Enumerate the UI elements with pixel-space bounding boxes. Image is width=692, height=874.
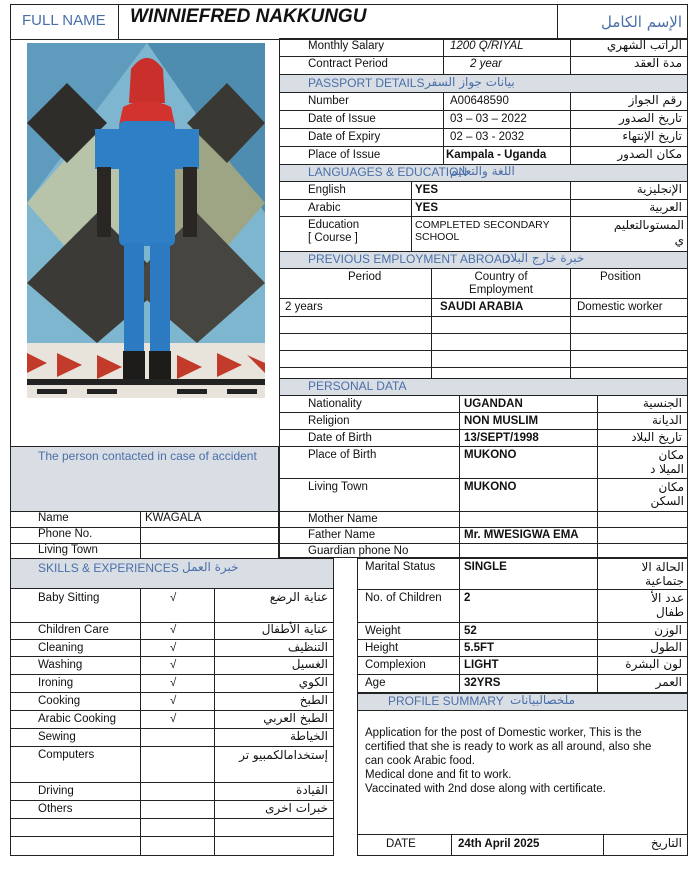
religion-arabic: الديانة: [651, 413, 682, 427]
marital-value: SINGLE: [464, 561, 507, 573]
full-name-arabic: الإسم الكامل: [600, 13, 682, 31]
skill-label: Others: [38, 803, 73, 815]
arabic-label: Arabic: [308, 202, 341, 214]
passport-expiry-label: Date of Expiry: [308, 131, 381, 143]
skill-label: Washing: [38, 659, 83, 671]
employment-position-value: Domestic worker: [577, 301, 663, 313]
skill-check: √: [170, 642, 177, 654]
profile-heading: PROFILE SUMMARY: [388, 694, 504, 708]
contact-name-value: KWAGALA: [145, 512, 202, 524]
complexion-arabic: لون البشرة: [625, 657, 682, 671]
profile-text-line: Application for the post of Domestic worker, This is the: [365, 727, 642, 739]
dob-arabic: تاريخ البلاد: [631, 430, 682, 444]
english-value: YES: [415, 184, 439, 196]
profile-text-line: Vaccinated with 2nd dose along with certificate.: [365, 783, 606, 795]
father-name-label: Father Name: [308, 529, 376, 541]
employment-country-value: SAUDI ARABIA: [440, 301, 524, 313]
pob-label: Place of Birth: [308, 449, 377, 461]
age-label: Age: [365, 677, 386, 689]
skill-arabic: خبرات اخرى: [265, 801, 328, 815]
skill-arabic: التنظيف: [287, 640, 328, 654]
contract-period-value: 2 year: [470, 58, 502, 70]
contact-town-label: Living Town: [38, 544, 98, 556]
contract-period-arabic: مدة العقد: [634, 56, 682, 70]
skill-arabic: القيادة: [296, 783, 328, 797]
skill-check: √: [170, 695, 177, 707]
marital-label: Marital Status: [365, 561, 436, 573]
skill-check: √: [170, 677, 177, 689]
religion-label: Religion: [308, 415, 350, 427]
nationality-arabic: الجنسية: [642, 396, 682, 410]
passport-number-arabic: رقم الجواز: [628, 93, 682, 107]
height-arabic: الطول: [650, 640, 682, 654]
weight-label: Weight: [365, 625, 401, 637]
profile-text-line: certified that she is ready to work as all around, also she: [365, 741, 652, 753]
height-label: Height: [365, 642, 399, 654]
weight-value: 52: [464, 625, 477, 637]
weight-arabic: الوزن: [654, 623, 682, 637]
passport-expiry-arabic: تاريخ الإنتهاء: [622, 129, 682, 143]
nationality-value: UGANDAN: [464, 398, 523, 410]
skills-heading: SKILLS & EXPERIENCES: [38, 561, 179, 575]
skill-arabic: إستخدامالكمبيو تر: [239, 748, 328, 762]
children-value: 2: [464, 592, 471, 604]
full-name-label: FULL NAME: [22, 12, 106, 29]
profile-heading-arabic: ملخصالبيانات: [510, 693, 576, 707]
education-value: COMPLETED SECONDARY SCHOOL: [415, 219, 550, 243]
skill-arabic: الغسيل: [291, 657, 328, 671]
employment-heading: PREVIOUS EMPLOYMENT ABROAD: [308, 252, 511, 266]
marital-arabic: الحالة الا جتماعية: [641, 560, 684, 588]
date-arabic: التاريخ: [650, 836, 682, 850]
guardian-phone-label: Guardian phone No: [308, 545, 409, 557]
pob-value: MUKONO: [464, 449, 517, 461]
living-town-label: Living Town: [308, 481, 368, 493]
contact-name-label: Name: [38, 512, 69, 524]
skill-label: Driving: [38, 785, 74, 797]
personal-heading: PERSONAL DATA: [308, 379, 407, 393]
skill-check: √: [170, 659, 177, 671]
contact-heading: The person contacted in case of accident: [38, 449, 257, 463]
passport-issue-arabic: تاريخ الصدور: [619, 111, 682, 125]
passport-issue-label: Date of Issue: [308, 113, 376, 125]
age-arabic: العمر: [655, 675, 682, 689]
complexion-value: LIGHT: [464, 659, 499, 671]
skill-arabic: عناية الأطفال: [261, 622, 328, 636]
dob-label: Date of Birth: [308, 432, 372, 444]
profile-text-line: can cook Arabic food.: [365, 755, 475, 767]
dob-value: 13/SEPT/1998: [464, 432, 539, 444]
children-arabic: عدد الأ طفال: [651, 591, 684, 619]
english-arabic: الإنجليزية: [636, 182, 682, 196]
salary-value: 1200 Q/RIYAL: [450, 40, 524, 52]
skill-check: √: [170, 713, 177, 725]
passport-place-label: Place of Issue: [308, 149, 381, 161]
skills-heading-arabic: خبرة العمل: [182, 560, 239, 574]
skill-check: √: [170, 624, 177, 636]
age-value: 32YRS: [464, 677, 501, 689]
living-town-value: MUKONO: [464, 481, 517, 493]
passport-heading: PASSPORT DETAILS: [308, 76, 425, 90]
candidate-photo: [27, 43, 265, 398]
salary-arabic: الراتب الشهري: [606, 38, 682, 52]
skill-arabic: الطبخ: [299, 693, 328, 707]
mother-name-label: Mother Name: [308, 513, 378, 525]
religion-value: NON MUSLIM: [464, 415, 539, 427]
employment-heading-arabic: خبرة خارج البلاد: [505, 251, 585, 265]
languages-heading: LANGUAGES & EDUCATION: [308, 165, 468, 179]
languages-heading-arabic: اللغة والتعليم: [450, 164, 515, 178]
skill-arabic: الطبخ العربي: [263, 711, 328, 725]
employment-col-position: Position: [600, 271, 641, 283]
skill-label: Computers: [38, 749, 95, 761]
skill-label: Arabic Cooking: [38, 713, 116, 725]
nationality-label: Nationality: [308, 398, 362, 410]
passport-place-value: Kampala - Uganda: [446, 149, 547, 161]
education-arabic: المستوىالتعليم ي: [613, 218, 684, 247]
living-town-arabic: مكان السكن: [650, 480, 684, 508]
skill-arabic: الخياطة: [290, 729, 328, 743]
skill-check: √: [170, 592, 177, 604]
skill-label: Ironing: [38, 677, 74, 689]
employment-col-period: Period: [348, 271, 382, 283]
education-label: Education [ Course ]: [308, 219, 360, 244]
contract-period-label: Contract Period: [308, 58, 388, 70]
skill-label: Baby Sitting: [38, 592, 100, 604]
passport-place-arabic: مكان الصدور: [617, 147, 682, 161]
skill-label: Cleaning: [38, 642, 84, 654]
english-label: English: [308, 184, 346, 196]
passport-number-label: Number: [308, 95, 349, 107]
passport-expiry-value: 02 – 03 - 2032: [450, 131, 525, 143]
skill-arabic: الكوي: [298, 675, 328, 689]
passport-number-value: A00648590: [450, 95, 509, 107]
employment-period-value: 2 years: [285, 301, 323, 313]
profile-text-line: Medical done and fit to work.: [365, 769, 512, 781]
skill-label: Cooking: [38, 695, 81, 707]
height-value: 5.5FT: [464, 642, 495, 654]
skill-label: Sewing: [38, 731, 76, 743]
skill-arabic: عناية الرضع: [269, 590, 328, 604]
passport-issue-value: 03 – 03 – 2022: [450, 113, 527, 125]
employment-col-country: Country of Employment: [469, 271, 533, 296]
children-label: No. of Children: [365, 592, 442, 604]
contact-phone-label: Phone No.: [38, 528, 93, 540]
skill-label: Children Care: [38, 624, 109, 636]
arabic-arabic: العربية: [649, 200, 682, 214]
date-value: 24th April 2025: [458, 838, 540, 850]
passport-heading-arabic: بيانات جواز السفر: [425, 75, 515, 89]
salary-label: Monthly Salary: [308, 40, 385, 52]
complexion-label: Complexion: [365, 659, 426, 671]
arabic-value: YES: [415, 202, 439, 214]
date-label: DATE: [386, 838, 416, 850]
pob-arabic: مكان الميلا د: [650, 448, 684, 476]
father-name-value: Mr. MWESIGWA EMA: [464, 529, 579, 541]
full-name-value: WINNIEFRED NAKKUNGU: [130, 6, 367, 27]
